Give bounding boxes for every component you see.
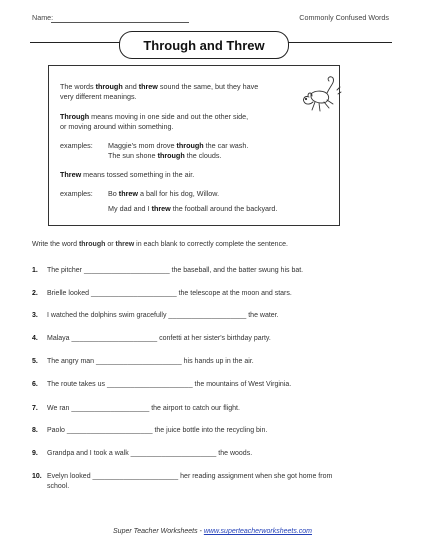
examples-label-2: examples: [60, 189, 93, 198]
answer-blank-6[interactable]: ______________________ [106, 381, 193, 388]
question-10-line-2: school. [47, 483, 70, 490]
answer-blank-10[interactable]: ______________________ [92, 473, 179, 480]
question-9: 9. Grandpa and I took a walk ______________________ the woods. [32, 450, 253, 457]
intro-line-2: very different meanings. [60, 92, 137, 101]
question-5: 5. The angry man ______________________ his hands up in the air. [32, 358, 254, 365]
footer-separator: - [199, 528, 202, 535]
name-line[interactable] [51, 22, 189, 23]
footer [0, 528, 425, 535]
footer-brand: Super Teacher Worksheets [113, 528, 198, 535]
question-6: 6. The route takes us ______________________ the mountains of West Virginia. [32, 381, 292, 388]
question-7: 7. We ran ____________________ the airport to catch our flight. [32, 405, 240, 412]
answer-blank-5[interactable]: ______________________ [96, 358, 182, 365]
intro-line-1: The words through and threw sound the same, but they have [60, 82, 259, 91]
answer-blank-1[interactable]: ______________________ [83, 267, 170, 274]
threw-definition: Threw means tossed something in the air. [60, 170, 195, 179]
example-3: Bo threw a ball for his dog, Willow. [108, 189, 220, 198]
through-definition-1: Through means moving in one side and out the other side, [60, 112, 249, 121]
example-2: The sun shone through the clouds. [108, 151, 222, 160]
page-title: Through and Threw [119, 31, 289, 59]
answer-blank-8[interactable]: ______________________ [66, 427, 153, 434]
answer-blank-9[interactable]: ______________________ [130, 450, 217, 457]
question-2: 2. Brielle looked ______________________ the telescope at the moon and stars. [32, 290, 292, 297]
example-4: My dad and I threw the football around the backyard. [108, 204, 278, 213]
dog-illustration [297, 70, 343, 116]
info-box [48, 65, 340, 226]
footer-link[interactable]: www.superteacherworksheets.com [203, 528, 312, 535]
answer-blank-7[interactable]: ____________________ [71, 405, 150, 412]
question-10: 10. Evelyn looked ______________________ her reading assignment when she got home from [32, 473, 333, 480]
answer-blank-2[interactable]: ______________________ [90, 290, 177, 297]
through-definition-2: or moving around within something. [60, 122, 174, 131]
answer-blank-3[interactable]: ____________________ [168, 312, 247, 319]
answer-blank-4[interactable]: ______________________ [71, 335, 158, 342]
question-4: 4. Malaya ______________________ confetti at her sister's birthday party. [32, 335, 271, 342]
example-1: Maggie's mom drove through the car wash. [108, 141, 249, 150]
question-8: 8. Paolo ______________________ the juice bottle into the recycling bin. [32, 427, 268, 434]
instructions: Write the word through or threw in each blank to correctly complete the sentence. [32, 241, 288, 248]
question-3: 3. I watched the dolphins swim gracefully ____________________ the water. [32, 312, 279, 319]
question-1: 1. The pitcher ______________________ the baseball, and the batter swung his bat. [32, 267, 304, 274]
name-label: Name: [32, 13, 54, 22]
examples-label-1: examples: [60, 141, 93, 150]
subject-label: Commonly Confused Words [299, 13, 389, 22]
